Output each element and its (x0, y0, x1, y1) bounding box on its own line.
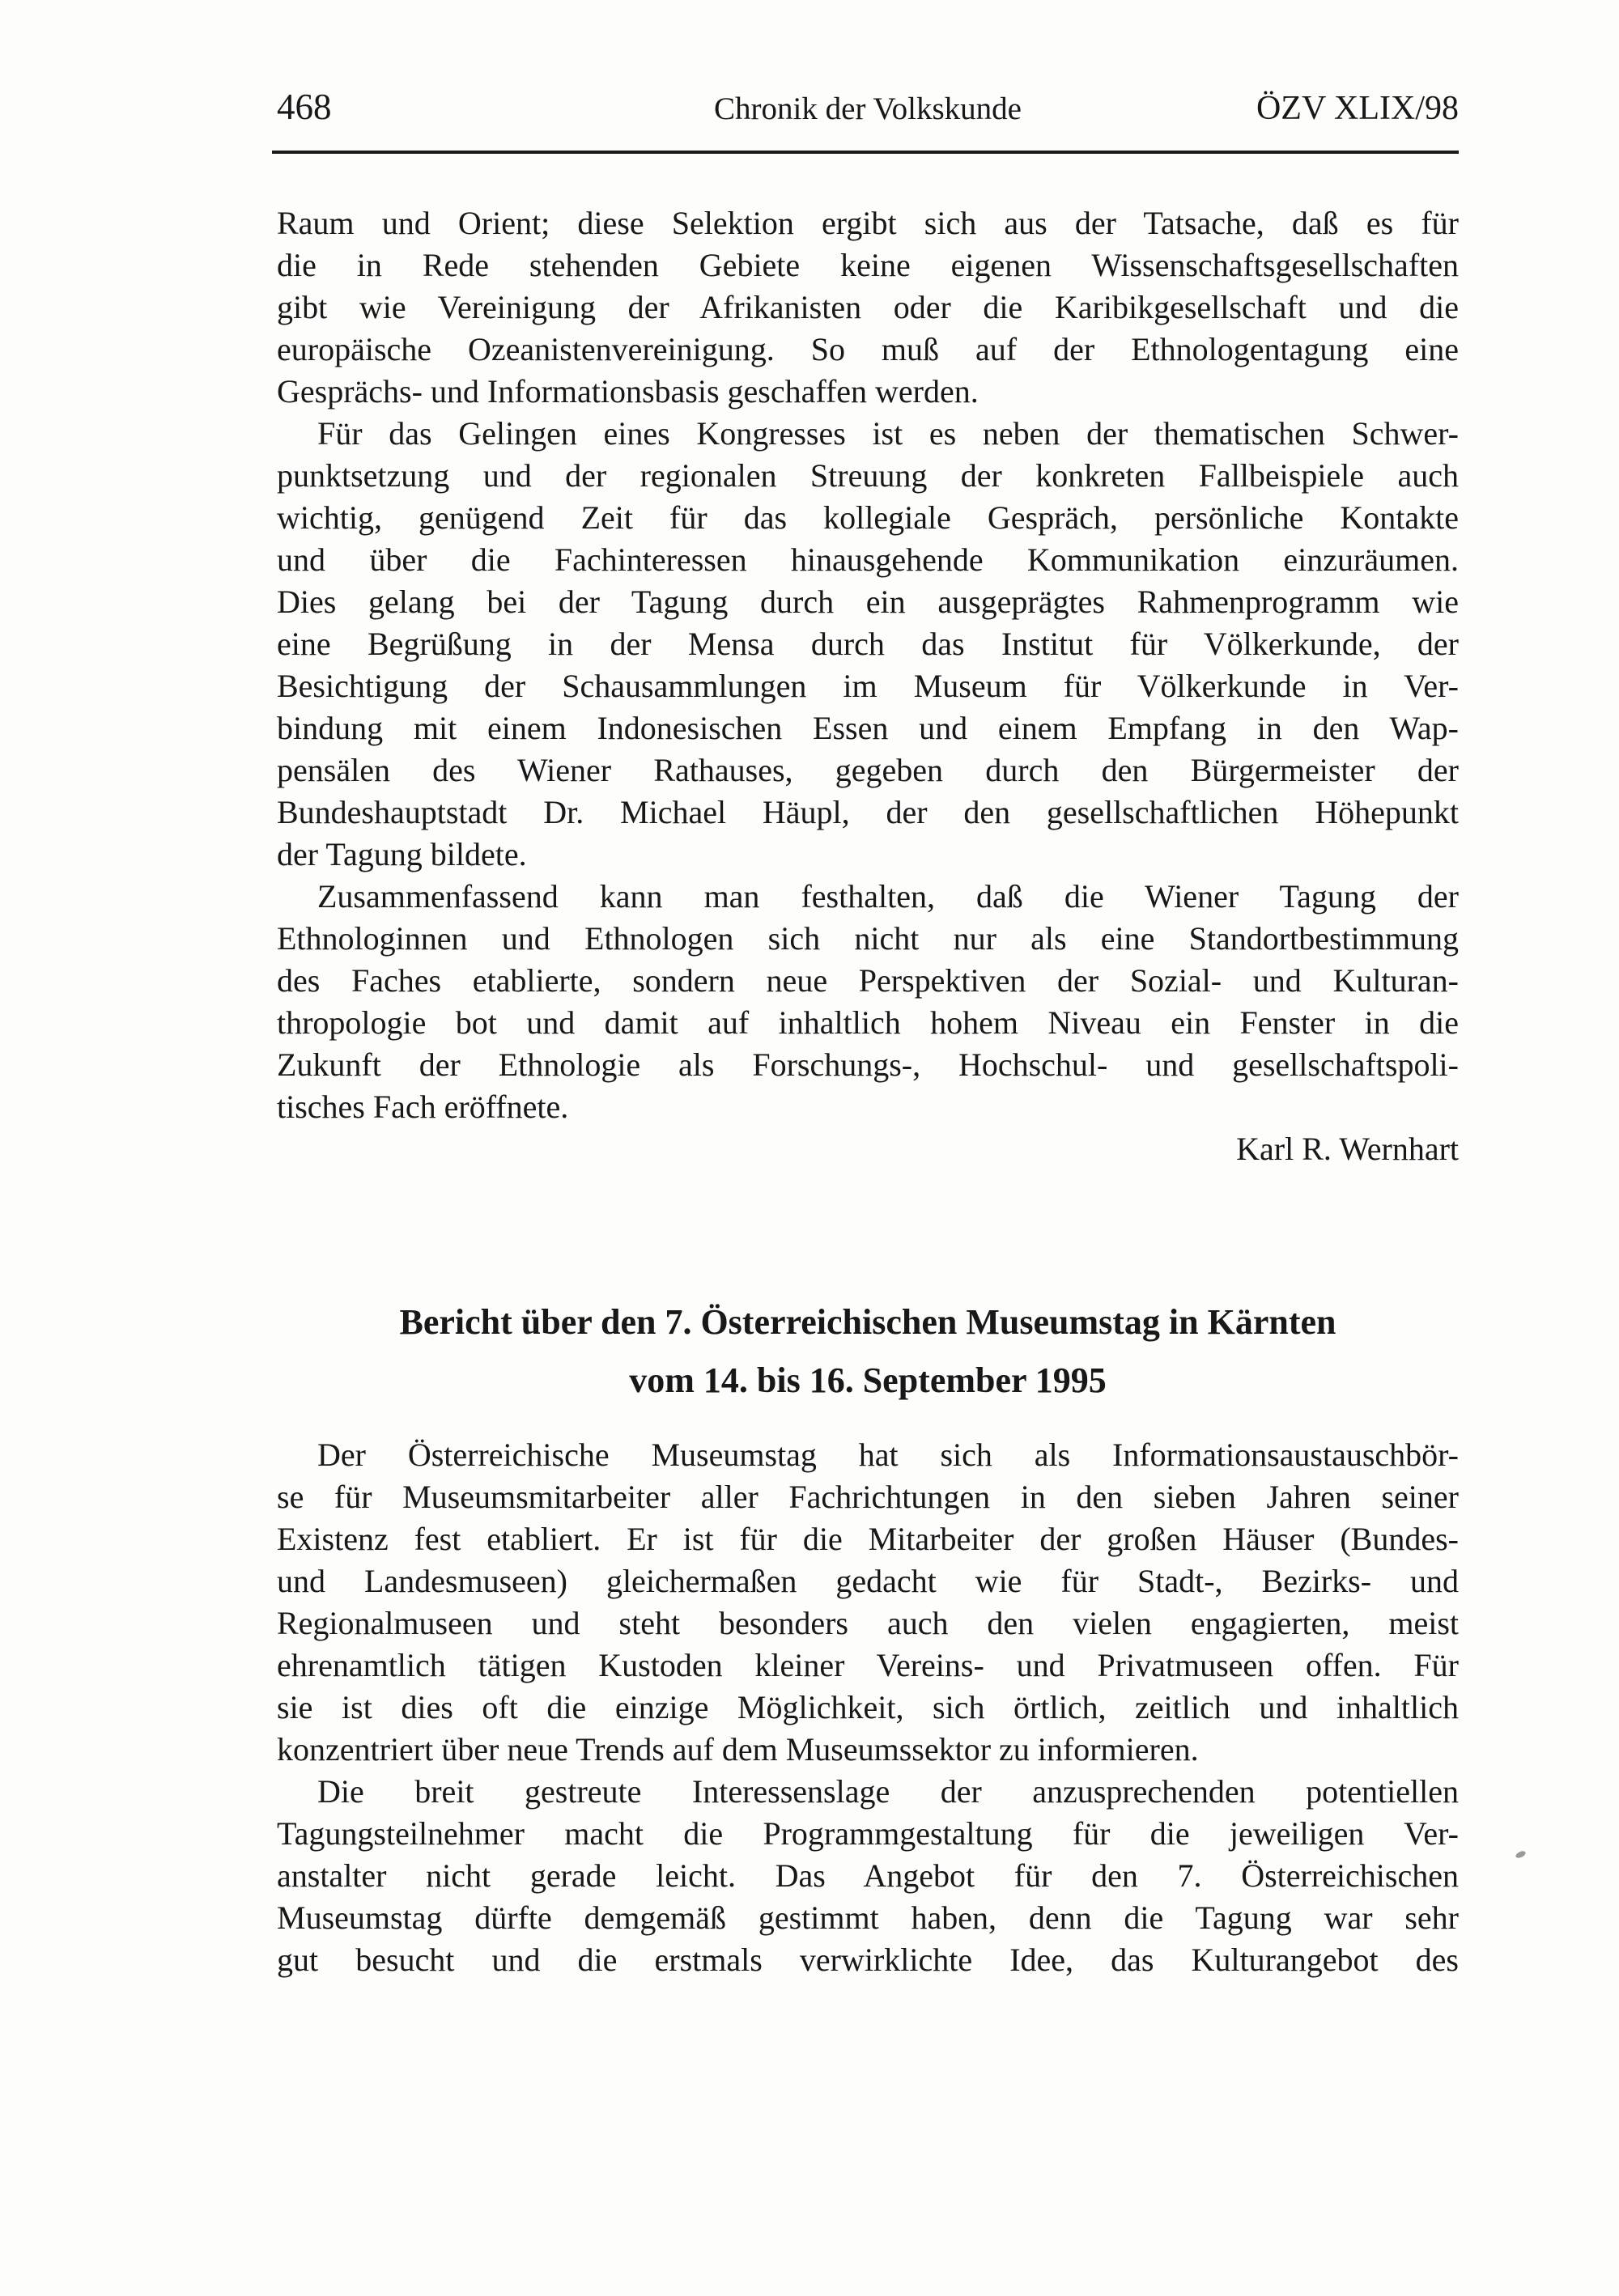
text-line: die in Rede stehenden Gebiete keine eigenen Wissenschaftsgesellschaften (277, 247, 1459, 283)
text-line: Tagungsteilnehmer macht die Programmgestaltung für die jeweiligen Ver- (277, 1815, 1459, 1852)
paragraph-continuation (277, 202, 1459, 413)
journal-reference: ÖZV XLIX/98 (1256, 90, 1459, 127)
text-line: Ethnologinnen und Ethnologen sich nicht nur als eine Standortbestimmung (277, 920, 1459, 957)
text-line: Die breit gestreute Interessenslage der anzusprechenden potentiellen (317, 1773, 1459, 1810)
text-line: Raum und Orient; diese Selektion ergibt sich aus der Tatsache, daß es für (277, 205, 1459, 241)
page-number: 468 (277, 87, 332, 127)
text-line: und Landesmuseen) gleichermaßen gedacht wie für Stadt-, Bezirks- und (277, 1563, 1459, 1599)
text-line: Besichtigung der Schausammlungen im Museum für Völkerkunde in Ver- (277, 668, 1459, 704)
text-line: Existenz fest etabliert. Er ist für die Mitarbeiter der großen Häuser (Bundes- (277, 1521, 1459, 1557)
header-rule (272, 151, 1459, 154)
article-heading-line-2: vom 14. bis 16. September 1995 (629, 1360, 1107, 1400)
author-signature: Karl R. Wernhart (1236, 1131, 1459, 1167)
text-line: se für Museumsmitarbeiter aller Fachrichtungen in den sieben Jahren seiner (277, 1479, 1459, 1515)
text-line: thropologie bot und damit auf inhaltlich hohem Niveau ein Fenster in die (277, 1004, 1459, 1041)
text-line: Gesprächs- und Informationsbasis geschaffen werden. (277, 373, 979, 410)
paragraph (277, 876, 1459, 1128)
scan-artifact (1515, 1850, 1527, 1860)
text-line: europäische Ozeanistenvereinigung. So muß auf der Ethnologentagung eine (277, 331, 1459, 367)
article-heading (277, 1293, 1459, 1410)
paragraph (277, 413, 1459, 876)
text-line: Der Österreichische Museumstag hat sich als Informationsaustauschbör- (317, 1437, 1459, 1473)
text-line: ehrenamtlich tätigen Kustoden kleiner Vereins- und Privatmuseen offen. Für (277, 1647, 1459, 1683)
page-body (277, 202, 1459, 1981)
article-body (277, 1434, 1459, 1981)
text-line: pensälen des Wiener Rathauses, gegeben durch den Bürgermeister der (277, 752, 1459, 788)
text-line: gibt wie Vereinigung der Afrikanisten oder die Karibikgesellschaft und die (277, 289, 1459, 325)
text-line: Dies gelang bei der Tagung durch ein ausgeprägtes Rahmenprogramm wie (277, 584, 1459, 620)
paragraph (277, 1771, 1459, 1981)
text-line: punktsetzung und der regionalen Streuung der konkreten Fallbeispiele auch (277, 457, 1459, 494)
running-title: Chronik der Volkskunde (714, 91, 1022, 126)
text-line: Zusammenfassend kann man festhalten, daß die Wiener Tagung der (317, 878, 1459, 915)
text-line: Bundeshauptstadt Dr. Michael Häupl, der den gesellschaftlichen Höhepunkt (277, 794, 1459, 830)
text-line: Regionalmuseen und steht besonders auch den vielen engagierten, meist (277, 1605, 1459, 1641)
text-line: der Tagung bildete. (277, 836, 527, 872)
text-line: tisches Fach eröffnete. (277, 1089, 569, 1125)
text-line: des Faches etablierte, sondern neue Perspektiven der Sozial- und Kulturan- (277, 962, 1459, 999)
text-line: gut besucht und die erstmals verwirklichte Idee, das Kulturangebot des (277, 1942, 1459, 1978)
text-line: und über die Fachinteressen hinausgehende Kommunikation einzuräumen. (277, 541, 1459, 578)
text-line: Für das Gelingen eines Kongresses ist es neben der thematischen Schwer- (317, 415, 1459, 452)
text-line: Museumstag dürfte demgemäß gestimmt haben, denn die Tagung war sehr (277, 1899, 1459, 1936)
paragraph (277, 1434, 1459, 1771)
text-line: eine Begrüßung in der Mensa durch das Institut für Völkerkunde, der (277, 626, 1459, 662)
text-line: Zukunft der Ethnologie als Forschungs-, Hochschul- und gesellschaftspoli- (277, 1046, 1459, 1083)
page-header (277, 86, 1459, 128)
text-line: konzentriert über neue Trends auf dem Museumssektor zu informieren. (277, 1731, 1199, 1768)
text-line: sie ist dies oft die einzige Möglichkeit, sich örtlich, zeitlich und inhaltlich (277, 1689, 1459, 1725)
article-heading-line-1: Bericht über den 7. Österreichischen Museumstag in Kärnten (399, 1302, 1336, 1342)
text-line: bindung mit einem Indonesischen Essen und einem Empfang in den Wap- (277, 710, 1459, 746)
text-line: anstalter nicht gerade leicht. Das Angebot für den 7. Österreichischen (277, 1857, 1459, 1894)
text-line: wichtig, genügend Zeit für das kollegiale Gespräch, persönliche Kontakte (277, 499, 1459, 536)
